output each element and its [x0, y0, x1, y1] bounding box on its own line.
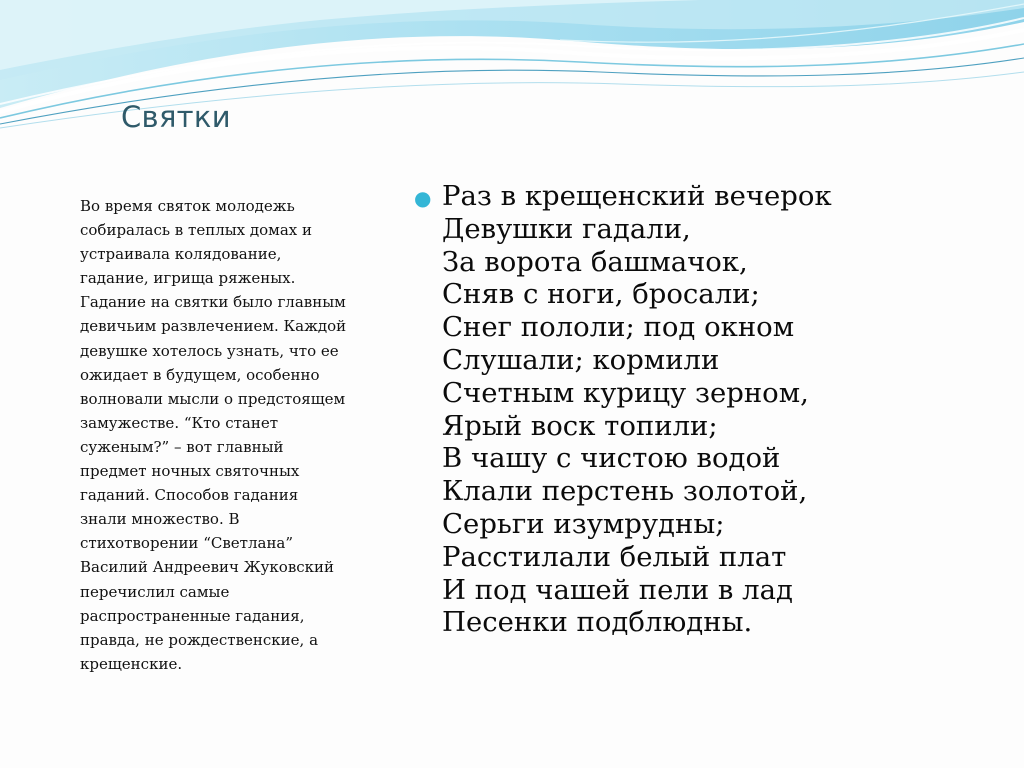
description-line: волновали мысли о предстоящем [80, 389, 346, 408]
poem-line: И под чашей пели в лад [442, 573, 793, 606]
description-line: собиралась в теплых домах и [80, 221, 312, 240]
description-line: гаданий. Способов гадания [80, 486, 299, 505]
description-line: замужестве. “Кто станет [80, 413, 279, 432]
description-line: гадание, игрища ряженых. [80, 269, 296, 288]
description-text [80, 194, 400, 676]
poem-line: Сняв с ноги, бросали; [442, 278, 760, 311]
slide-title: Святки [121, 100, 231, 134]
description-line: ожидает в будущем, особенно [80, 365, 320, 384]
poem-line: Слушали; кормили [442, 343, 720, 376]
poem-line: Счетным курицу зерном, [442, 376, 809, 409]
poem-line: Серьги изумрудны; [442, 507, 725, 540]
poem-line: Ярый воск топили; [442, 409, 718, 442]
bullet-dot-icon: ● [414, 186, 432, 210]
poem-block [414, 180, 832, 639]
poem-line: Девушки гадали, [442, 212, 691, 245]
description-line: крещенские. [80, 654, 183, 673]
description-line: Во время святок молодежь [80, 197, 295, 215]
poem-line: Снег пололи; под окном [442, 311, 795, 344]
description-line: правда, не рождественские, а [80, 630, 319, 649]
description-line: распространенные гадания, [80, 606, 305, 625]
poem-line: Раз в крещенский вечерок [442, 180, 832, 212]
description-line: устраивала колядование, [80, 245, 282, 264]
description-line: Василий Андреевич Жуковский [80, 558, 335, 577]
poem-line: Клали перстень золотой, [442, 475, 808, 508]
description-line: знали множество. В [80, 510, 240, 529]
poem-line: В чашу с чистою водой [442, 442, 781, 475]
description-line: стихотворении “Светлана” [80, 534, 294, 553]
description-line: перечислил самые [80, 582, 230, 601]
description-line: Гадание на святки было главным [80, 293, 346, 312]
description-line: девичьим развлечением. Каждой [80, 317, 347, 336]
poem-line: За ворота башмачок, [442, 245, 748, 278]
description-line: девушке хотелось узнать, что ее [80, 341, 339, 360]
description-line: предмет ночных святочных [80, 462, 300, 481]
poem-line: Песенки подблюдны. [442, 606, 753, 639]
poem-line: Расстилали белый плат [442, 540, 787, 573]
description-line: суженым?” – вот главный [80, 437, 284, 456]
